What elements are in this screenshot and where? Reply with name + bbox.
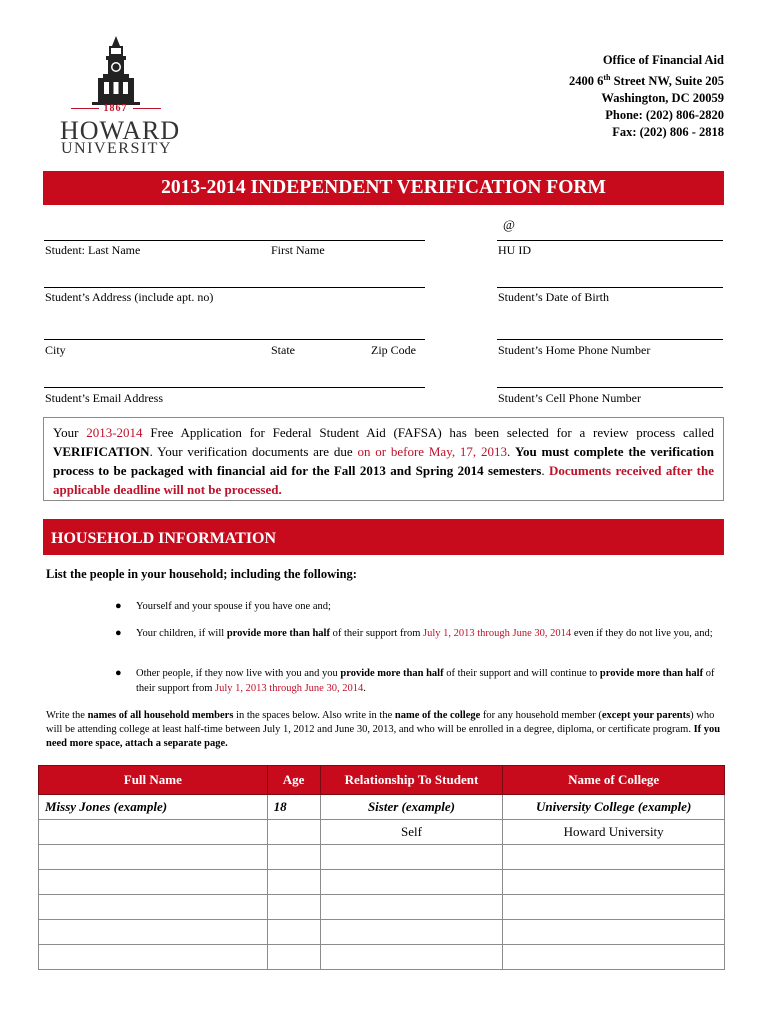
cell-relationship[interactable]: Self xyxy=(320,820,503,845)
city-label: City xyxy=(45,343,66,357)
cell-age[interactable] xyxy=(267,920,320,945)
list-item: ● Your children, if will provide more than half of their support from July 1, 2013 through June 30, 2014 even if they do not live you, and; xyxy=(115,627,713,639)
home-phone-label: Student’s Home Phone Number xyxy=(498,343,651,357)
list-item: ● Yourself and your spouse if you have one and; xyxy=(115,600,331,612)
first-name-label: First Name xyxy=(271,243,325,257)
city-state-zip-input-line[interactable] xyxy=(44,339,425,340)
cell-full-name[interactable] xyxy=(39,870,268,895)
table-row xyxy=(39,845,725,870)
email-at-symbol: @ xyxy=(503,217,515,232)
office-city: Washington, DC 20059 xyxy=(601,91,724,106)
cell-relationship[interactable] xyxy=(320,920,503,945)
office-name: Office of Financial Aid xyxy=(602,53,724,67)
table-header-row xyxy=(39,766,725,795)
verification-notice: Your 2013-2014 Free Application for Federal Student Aid (FAFSA) has been selected for a review process called VERIFICATION. Your verification documents are due on or before May, 17, 2013. You must complete the verification process to be packaged with financial aid for the Fall 2013 and Spring 2014 semesters. Documents received after the applicable deadline will not be processed. xyxy=(43,417,724,501)
header-college: Name of College xyxy=(503,766,725,795)
office-phone: Phone: (202) 806-2820 xyxy=(605,108,724,123)
header-relationship: Relationship To Student xyxy=(320,766,503,795)
hu-id-label: HU ID xyxy=(498,243,531,257)
bullet-icon: ● xyxy=(115,600,122,612)
cell-college[interactable]: Howard University xyxy=(503,820,725,845)
cell-relationship[interactable] xyxy=(320,870,503,895)
zip-label: Zip Code xyxy=(371,343,416,357)
howard-university-logo xyxy=(58,36,181,157)
dob-label: Student’s Date of Birth xyxy=(498,290,609,304)
cell-college[interactable]: University College (example) xyxy=(503,795,725,820)
cell-college[interactable] xyxy=(503,845,725,870)
household-list-intro: List the people in your household; including the following: xyxy=(46,567,357,581)
cell-full-name[interactable] xyxy=(39,820,268,845)
form-title-banner: 2013-2014 INDEPENDENT VERIFICATION FORM xyxy=(43,171,724,205)
cell-relationship[interactable] xyxy=(320,845,503,870)
bullet-icon: ● xyxy=(115,667,122,679)
state-label: State xyxy=(271,343,295,357)
last-name-label: Student: Last Name xyxy=(45,243,141,257)
cell-age[interactable]: 18 xyxy=(267,795,320,820)
email-input-line[interactable] xyxy=(44,387,425,388)
cell-relationship[interactable]: Sister (example) xyxy=(320,795,503,820)
bullet-icon: ● xyxy=(115,627,122,639)
household-instructions: Write the names of all household members in the spaces below. Also write in the name of the college for any household member (except your parents) who will be attending college at least half-time between July 1, 2012 and June 30, 2013, and who will be enrolled in a degree, diploma, or certificate program. If you need more space, attach a separate page. xyxy=(46,710,721,749)
cell-college[interactable] xyxy=(503,920,725,945)
table-row xyxy=(39,795,725,820)
cell-age[interactable] xyxy=(267,845,320,870)
cell-full-name[interactable] xyxy=(39,945,268,970)
hu-id-input-line[interactable] xyxy=(497,240,723,241)
cell-age[interactable] xyxy=(267,870,320,895)
table-row xyxy=(39,895,725,920)
address-input-line[interactable] xyxy=(44,287,425,288)
cell-full-name[interactable] xyxy=(39,845,268,870)
cell-full-name[interactable] xyxy=(39,920,268,945)
cell-phone-input-line[interactable] xyxy=(497,387,723,388)
header-age: Age xyxy=(267,766,320,795)
list-item: ● Other people, if they now live with you and you provide more than half of their support and will continue to provide more than half of their support from July 1, 2013 through June 30, 2014. xyxy=(115,667,715,694)
dob-input-line[interactable] xyxy=(497,287,723,288)
cell-full-name[interactable] xyxy=(39,895,268,920)
table-row xyxy=(39,820,725,845)
clock-tower-icon xyxy=(92,36,140,106)
logo-year: 1867 xyxy=(58,103,173,114)
cell-age[interactable] xyxy=(267,895,320,920)
home-phone-input-line[interactable] xyxy=(497,339,723,340)
cell-relationship[interactable] xyxy=(320,895,503,920)
cell-full-name[interactable]: Missy Jones (example) xyxy=(39,795,268,820)
cell-college[interactable] xyxy=(503,945,725,970)
cell-college[interactable] xyxy=(503,870,725,895)
office-street: 2400 6th Street NW, Suite 205 xyxy=(568,73,724,89)
logo-name-howard: HOWARD xyxy=(60,116,181,145)
table-row xyxy=(39,945,725,970)
household-table xyxy=(38,765,725,970)
cell-college[interactable] xyxy=(503,895,725,920)
header-full-name: Full Name xyxy=(39,766,268,795)
table-row xyxy=(39,870,725,895)
logo-name-university: UNIVERSITY xyxy=(61,140,172,157)
cell-phone-label: Student’s Cell Phone Number xyxy=(498,391,641,405)
cell-age[interactable] xyxy=(267,820,320,845)
cell-relationship[interactable] xyxy=(320,945,503,970)
address-label: Student’s Address (include apt. no) xyxy=(45,290,214,304)
cell-age[interactable] xyxy=(267,945,320,970)
office-address-block xyxy=(569,52,724,141)
email-label: Student’s Email Address xyxy=(45,391,163,405)
household-information-banner: HOUSEHOLD INFORMATION xyxy=(43,519,724,555)
table-row xyxy=(39,920,725,945)
name-input-line[interactable] xyxy=(44,240,425,241)
office-fax: Fax: (202) 806 - 2818 xyxy=(612,125,724,140)
